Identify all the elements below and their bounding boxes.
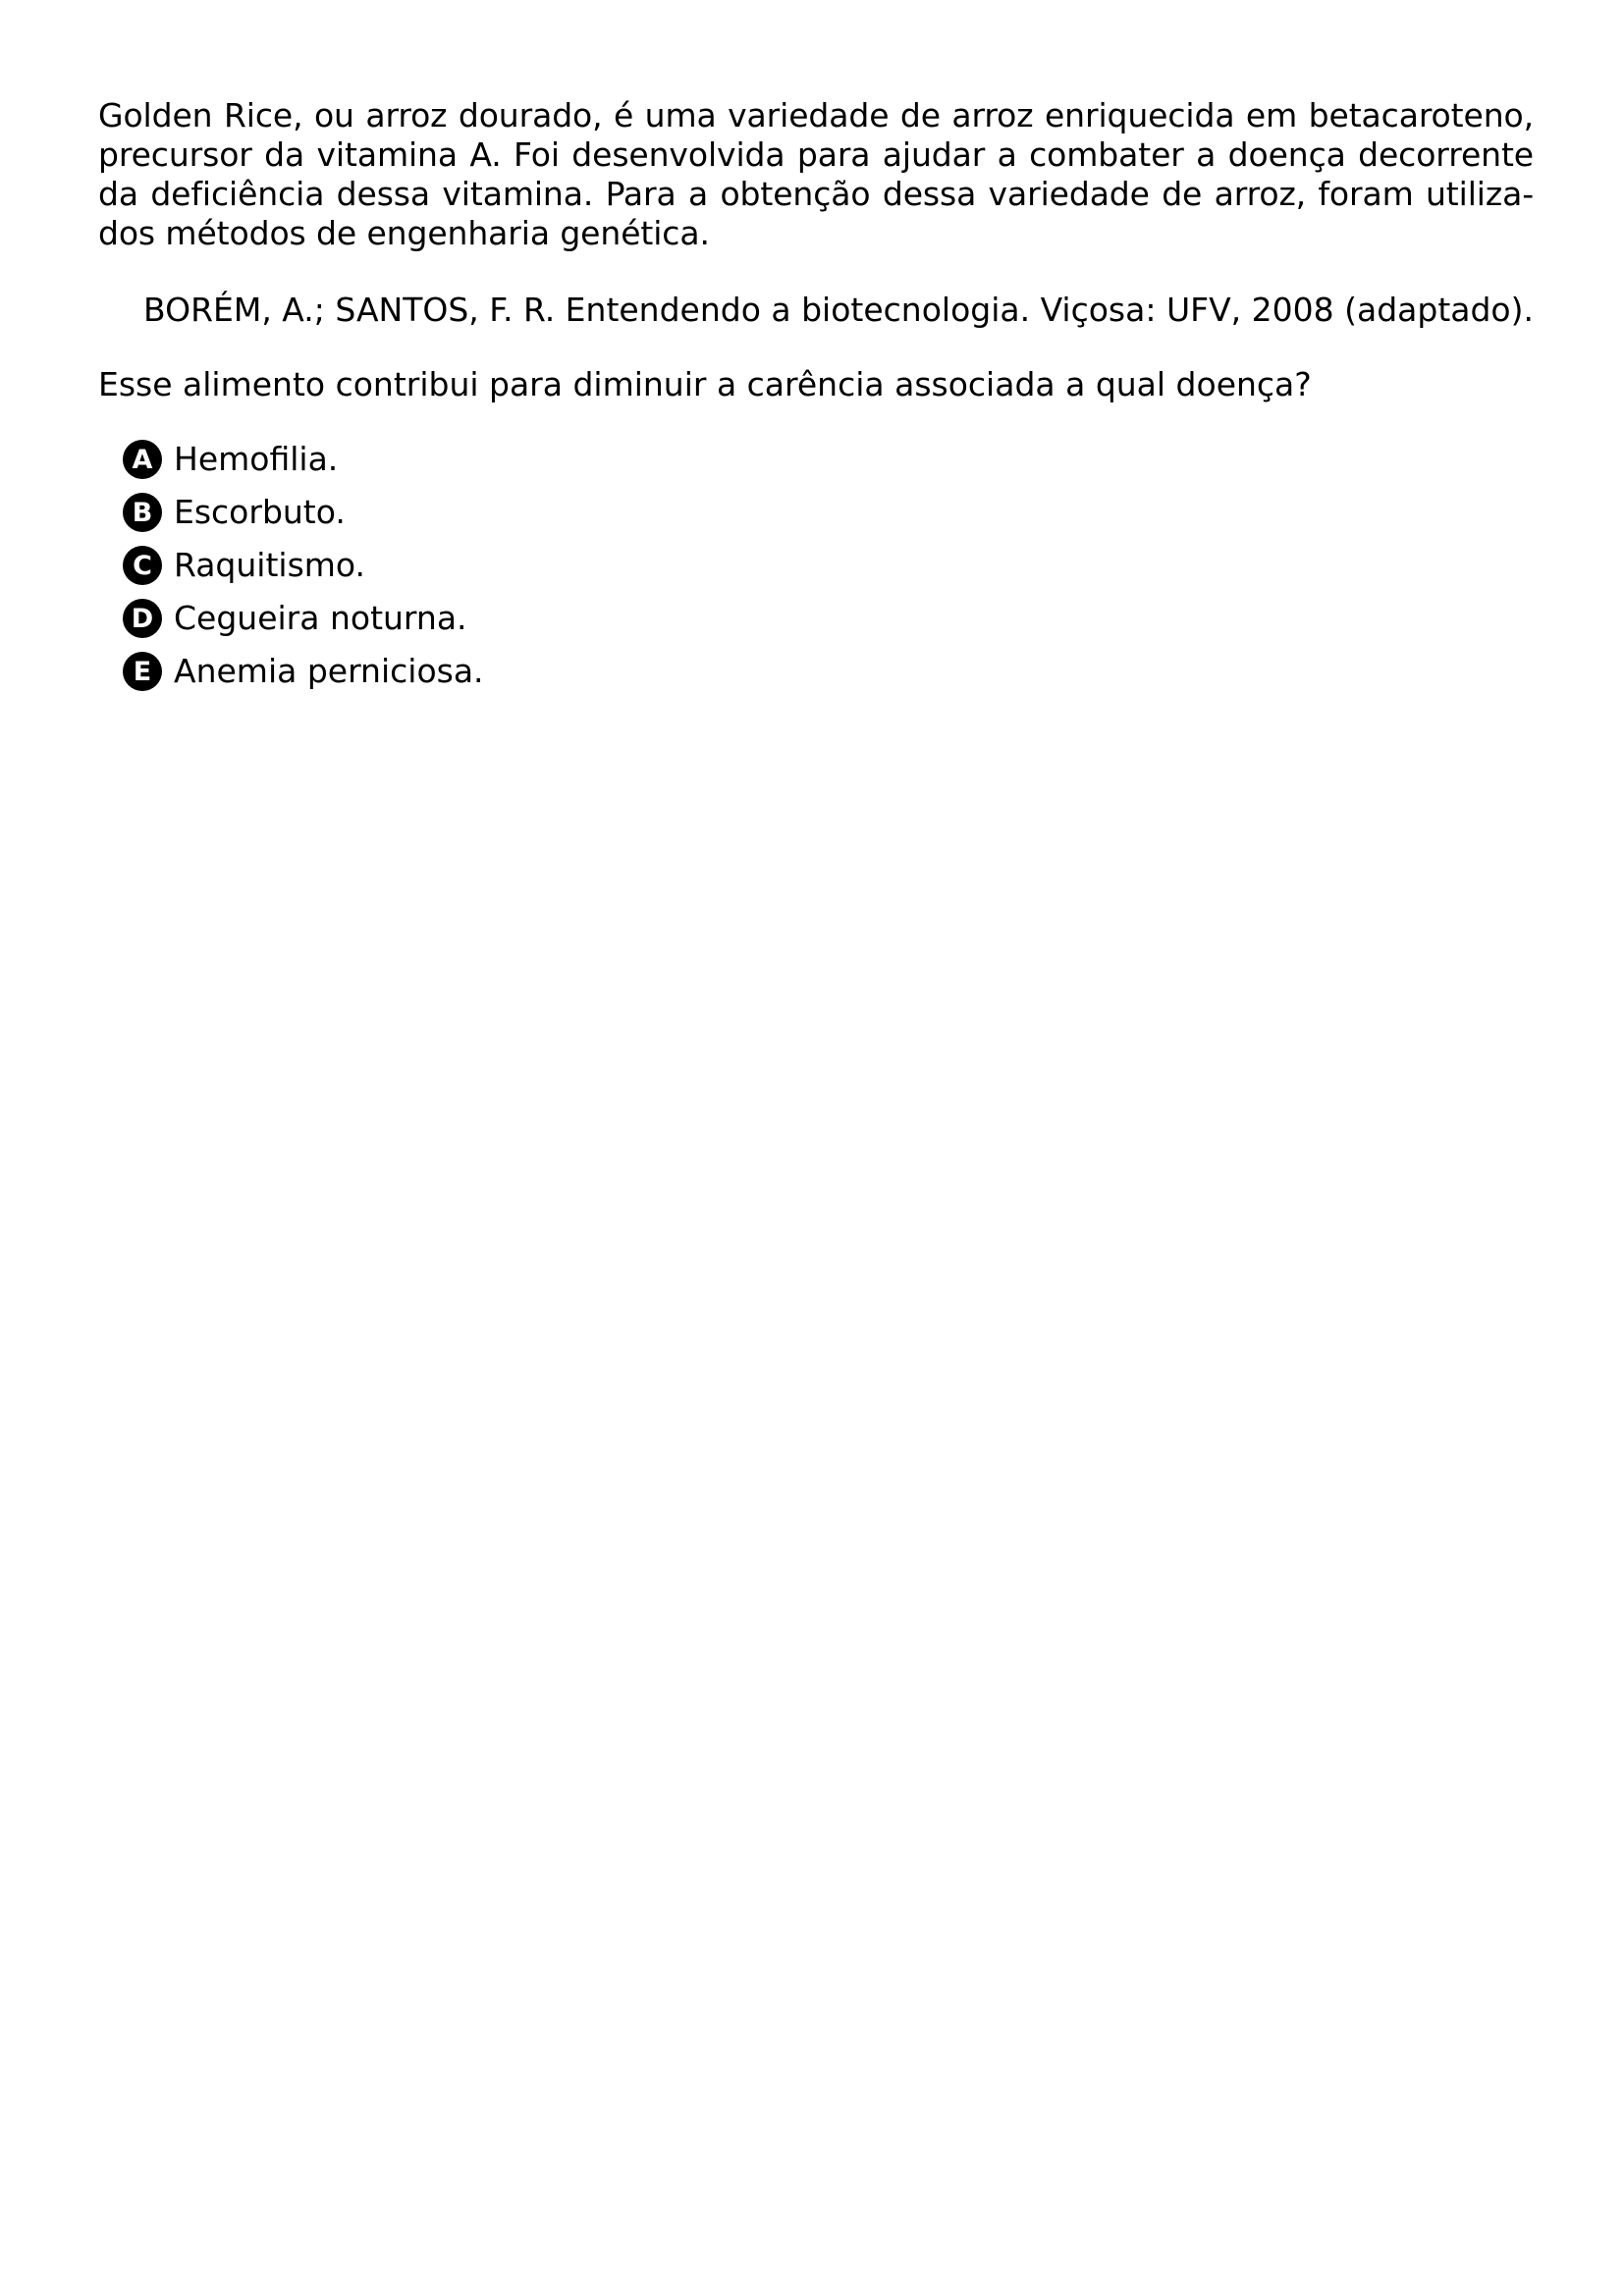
option-c-text: Raquitismo. xyxy=(174,546,366,584)
option-e-letter-badge: E xyxy=(123,652,162,691)
option-d-letter-badge: D xyxy=(123,599,162,638)
option-d[interactable] xyxy=(123,599,1534,638)
option-c[interactable] xyxy=(123,546,1534,585)
passage-text: Golden Rice, ou arroz dourado, é uma variedade de arroz enriquecida em betacaroteno, precursor da vitamina A. Foi desenvolvida para ajudar a combater a doença decorrente da deficiência dessa vitamina. Para a obtenção dessa variedade de arroz, foram utiliza-dos métodos de engenharia genética. xyxy=(98,96,1534,252)
option-d-text: Cegueira noturna. xyxy=(174,599,467,637)
option-a[interactable] xyxy=(123,440,1534,479)
question-page xyxy=(98,96,1534,705)
option-c-letter-badge: C xyxy=(123,546,162,585)
option-b[interactable] xyxy=(123,493,1534,532)
answer-options xyxy=(123,440,1534,691)
option-e-text: Anemia perniciosa. xyxy=(174,652,484,690)
question-prompt: Esse alimento contribui para diminuir a carência associada a qual doença? xyxy=(98,365,1312,403)
option-b-letter-badge: B xyxy=(123,493,162,532)
option-a-letter-badge: A xyxy=(123,440,162,479)
option-a-text: Hemofilia. xyxy=(174,440,339,478)
source-citation: BORÉM, A.; SANTOS, F. R. Entendendo a biotecnologia. Viçosa: UFV, 2008 (adaptado). xyxy=(143,291,1534,329)
option-b-text: Escorbuto. xyxy=(174,493,346,531)
option-e[interactable] xyxy=(123,652,1534,691)
